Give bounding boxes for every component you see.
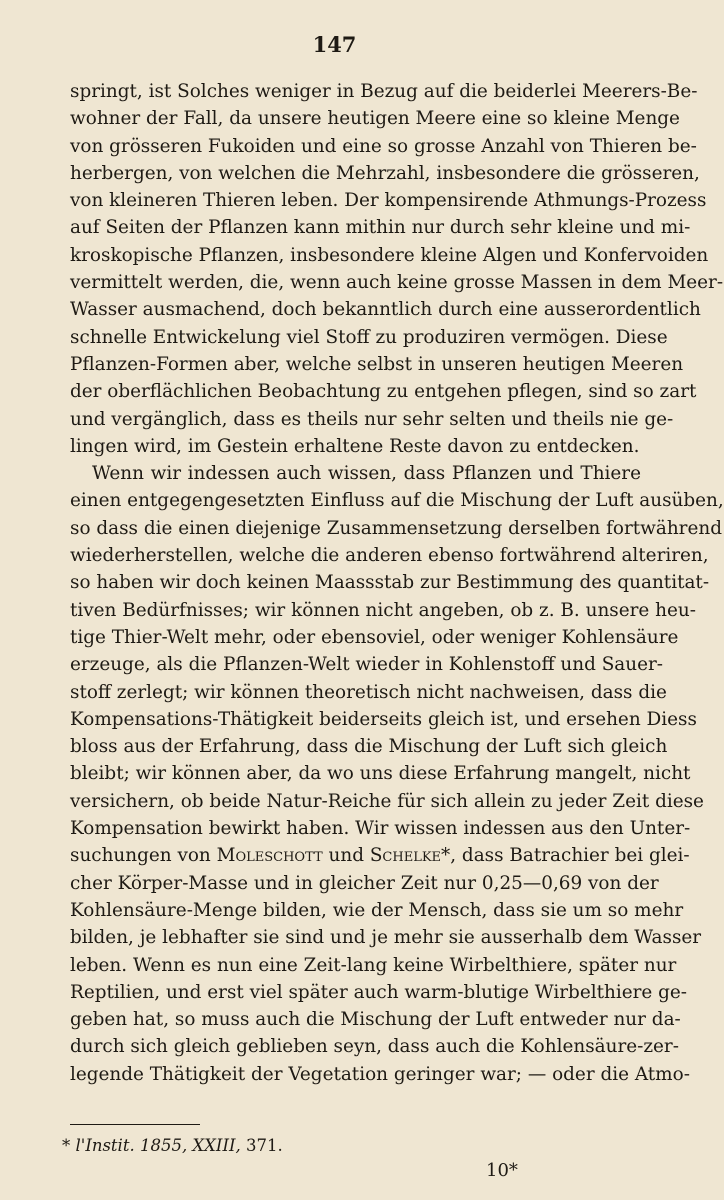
author-name: Schelke [369, 845, 442, 867]
text-line: so haben wir doch keinen Maassstab zur Bestimmung des quantitat- [70, 572, 710, 594]
text-line: tiven Bedürfnisses; wir können nicht angeben, ob z. B. unsere heu- [70, 599, 696, 621]
text-line: und vergänglich, dass es theils nur sehr selten und theils nie ge- [70, 408, 674, 430]
text-fragment: und [322, 845, 370, 867]
text-line: bilden, je lebhafter sie sind und je mehr sie ausserhalb dem Wasser [70, 927, 702, 949]
footnote-page: 371. [245, 1136, 283, 1155]
text-line: von kleineren Thieren leben. Der kompensirende Athmungs-Prozess [70, 190, 707, 212]
text-line: legende Thätigkeit der Vegetation geringer war; — oder die Atmo- [70, 1063, 690, 1085]
text-line: von grösseren Fukoiden und eine so grosse Anzahl von Thieren be- [70, 135, 697, 157]
text-line: kroskopische Pflanzen, insbesondere kleine Algen und Konfervoiden [70, 244, 709, 266]
footnote-marker: * [62, 1136, 71, 1155]
text-line: erzeuge, als die Pflanzen-Welt wieder in Kohlenstoff und Sauer- [70, 654, 663, 676]
footnote-text: l'Instit. 1855, XXIII, [75, 1136, 241, 1155]
text-line: vermittelt werden, die, wenn auch keine grosse Massen in dem Meer- [70, 272, 724, 294]
text-line: leben. Wenn es nun eine Zeit-lang keine Wirbelthiere, später nur [70, 954, 677, 976]
text-fragment: suchungen von [70, 845, 217, 867]
text-line: Wenn wir indessen auch wissen, dass Pflanzen und Thiere [92, 463, 641, 485]
text-line: Kohlensäure-Menge bilden, wie der Mensch, dass sie um so mehr [70, 899, 684, 921]
text-line: einen entgegengesetzten Einfluss auf die Mischung der Luft ausüben, [70, 490, 724, 512]
text-line: herbergen, von welchen die Mehrzahl, insbesondere die grösseren, [70, 162, 700, 184]
text-line: Reptilien, und erst viel später auch warm-blutige Wirbelthiere ge- [70, 981, 687, 1003]
text-line: auf Seiten der Pflanzen kann mithin nur durch sehr kleine und mi- [70, 217, 691, 239]
page-number: 147 [312, 32, 357, 57]
footnote-divider [70, 1124, 200, 1125]
text-line [70, 842, 690, 869]
text-line: durch sich gleich geblieben seyn, dass auch die Kohlensäure-zer- [70, 1036, 679, 1058]
text-line: geben hat, so muss auch die Mischung der Luft entweder nur da- [70, 1009, 681, 1031]
text-line: schnelle Entwickelung viel Stoff zu produziren vermögen. Diese [70, 326, 668, 348]
text-line: bleibt; wir können aber, da wo uns diese Erfahrung mangelt, nicht [70, 763, 691, 785]
text-fragment: *, dass Batrachier bei glei- [441, 845, 690, 867]
author-name: Moleschott [216, 845, 323, 867]
text-line: Pflanzen-Formen aber, welche selbst in unseren heutigen Meeren [70, 353, 684, 375]
text-line: wohner der Fall, da unsere heutigen Meere eine so kleine Menge [70, 108, 680, 130]
text-line: tige Thier-Welt mehr, oder ebensoviel, oder weniger Kohlensäure [70, 626, 679, 648]
text-line: so dass die einen diejenige Zusammensetzung derselben fortwährend [70, 517, 722, 539]
text-line: springt, ist Solches weniger in Bezug auf die beiderlei Meerers-Be- [70, 81, 698, 102]
text-line: versichern, ob beide Natur-Reiche für sich allein zu jeder Zeit diese [70, 790, 704, 812]
printer-signature: 10* [486, 1160, 518, 1181]
text-line: Kompensation bewirkt haben. Wir wissen indessen aus den Unter- [70, 818, 691, 840]
text-line: bloss aus der Erfahrung, dass die Mischung der Luft sich gleich [70, 736, 668, 758]
text-line: der oberflächlichen Beobachtung zu entgehen pflegen, sind so zart [70, 381, 697, 403]
text-line: Wasser ausmachend, doch bekanntlich durch eine ausserordentlich [70, 299, 701, 321]
body-text [70, 78, 724, 1088]
text-line: wiederherstellen, welche die anderen ebenso fortwährend alteriren, [70, 545, 709, 567]
text-line: Kompensations-Thätigkeit beiderseits gleich ist, und ersehen Diess [70, 708, 697, 730]
text-line: cher Körper-Masse und in gleicher Zeit nur 0,25—0,69 von der [70, 872, 659, 894]
text-line: stoff zerlegt; wir können theoretisch nicht nachweisen, dass die [70, 681, 667, 703]
text-line: lingen wird, im Gestein erhaltene Reste davon zu entdecken. [70, 435, 640, 457]
footnote [62, 1136, 283, 1155]
